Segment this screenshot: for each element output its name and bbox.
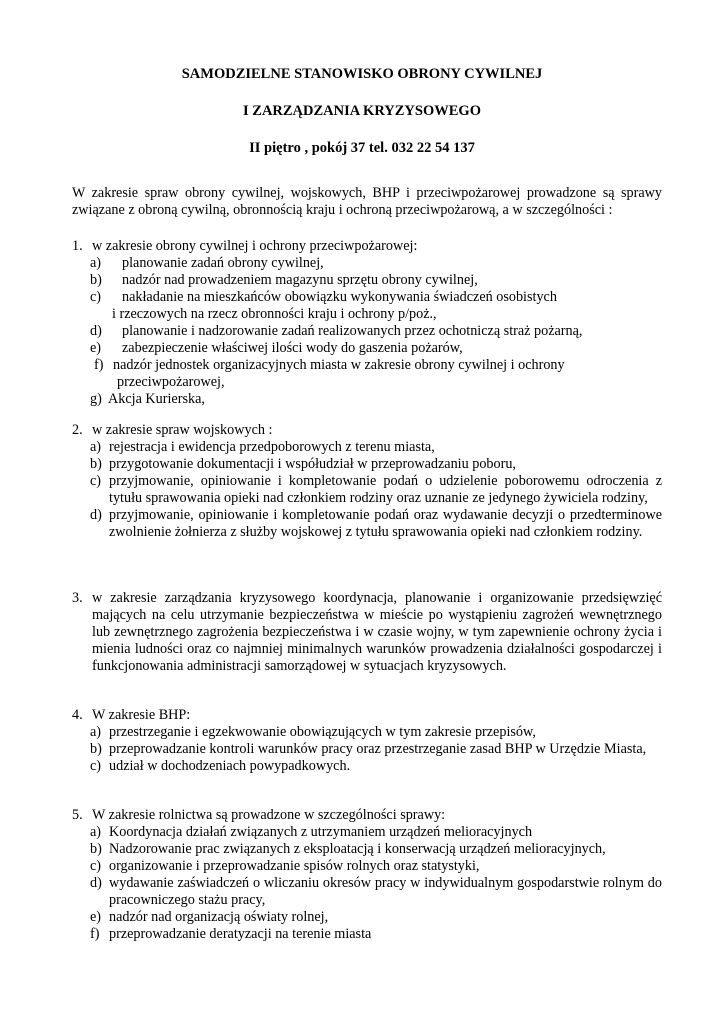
list-item (72, 391, 662, 408)
list-item (72, 289, 662, 323)
item-label: f) (90, 926, 100, 942)
item-text: rejestracja i ewidencja przedpoborowych z terenu miasta, (109, 439, 435, 455)
list-item (72, 909, 662, 926)
list-item (72, 340, 662, 357)
section-crisis-management (72, 590, 662, 675)
item-label: c) (90, 473, 102, 489)
item-text-continuation: przeciwpożarowej, (117, 374, 225, 390)
item-label: a) (90, 724, 102, 740)
item-label: e) (90, 909, 102, 925)
section-text: w zakresie zarządzania kryzysowego koordynacja, planowanie i organizowanie przedsięwzięć mających na celu utrzymanie bezpieczeństwa w mieście po wystąpieniu zagrożeń wewnętrznego lub zewnętrznego zagrożenia bezpieczeństwa i w czasie wojny, w tym zapewnienie ochrony życia i mienia ludności oraz co najmniej minimalnych warunków prowadzenia działalności gospodarczej i funkcjonowania administracji samorządowej w sytuacjach kryzysowych. (92, 590, 662, 674)
item-label: b) (90, 456, 102, 472)
item-label: c) (90, 289, 102, 305)
list-item (72, 858, 662, 875)
item-text: wydawanie zaświadczeń o wliczaniu okresów pracy w indywidualnym gospodarstwie rolnym do pracowniczego stażu pracy, (109, 875, 662, 908)
section-military (72, 422, 662, 541)
list-item (72, 841, 662, 858)
list-item (72, 473, 662, 507)
item-text: przeprowadzanie kontroli warunków pracy oraz przestrzeganie zasad BHP w Urzędzie Miasta, (109, 741, 647, 757)
item-text: nadzór nad prowadzeniem magazynu sprzętu obrony cywilnej, (122, 272, 478, 288)
section-number: 5. (72, 807, 83, 823)
section-title: w zakresie spraw wojskowych : (92, 422, 273, 438)
item-text: nakładanie na mieszkańców obowiązku wykonywania świadczeń osobistych (122, 289, 557, 305)
item-label: c) (90, 858, 102, 874)
item-label: b) (90, 841, 102, 857)
item-text-continuation: i rzeczowych na rzecz obronności kraju i ochrony p/poż., (112, 306, 437, 322)
list-item (72, 724, 662, 741)
item-label: g) (90, 391, 102, 407)
item-label: c) (90, 758, 102, 774)
section-number: 2. (72, 422, 83, 438)
section-civil-defense (72, 238, 662, 408)
item-label: a) (90, 824, 102, 840)
header-title: SAMODZIELNE STANOWISKO OBRONY CYWILNEJ (181, 66, 543, 82)
item-text: organizowanie i przeprowadzanie spisów rolnych oraz statystyki, (109, 858, 480, 874)
item-text: Koordynacja działań związanych z utrzymaniem urządzeń melioracyjnych (109, 824, 533, 840)
list-item (72, 926, 662, 943)
item-label: d) (90, 875, 102, 891)
header-subtitle: I ZARZĄDZANIA KRYZYSOWEGO (243, 103, 481, 119)
section-title: W zakresie BHP: (92, 707, 191, 723)
list-item (72, 272, 662, 289)
list-item (72, 875, 662, 909)
section-number: 3. (72, 590, 83, 606)
item-text: przygotowanie dokumentacji i współudział w przeprowadzaniu poboru, (109, 456, 516, 472)
item-label: e) (90, 340, 102, 356)
item-text: nadzór jednostek organizacyjnych miasta w zakresie obrony cywilnej i ochrony (113, 357, 565, 373)
item-label: a) (90, 439, 102, 455)
section-agriculture (72, 807, 662, 943)
list-item (72, 456, 662, 473)
item-text: przestrzeganie i egzekwowanie obowiązujących w tym zakresie przepisów, (109, 724, 536, 740)
item-text: zabezpieczenie właściwej ilości wody do gaszenia pożarów, (122, 340, 463, 356)
header-contact: II piętro , pokój 37 tel. 032 22 54 137 (249, 140, 475, 156)
item-text: Nadzorowanie prac związanych z eksploatacją i konserwacją urządzeń melioracyjnych, (109, 841, 606, 857)
list-item (72, 255, 662, 272)
item-label: b) (90, 741, 102, 757)
item-label: d) (90, 507, 102, 523)
item-label: a) (90, 255, 102, 271)
item-text: nadzór nad organizacją oświaty rolnej, (109, 909, 329, 925)
list-item (72, 357, 662, 391)
item-label: b) (90, 272, 102, 288)
intro-paragraph: W zakresie spraw obrony cywilnej, wojskowych, BHP i przeciwpożarowej prowadzone są sprawy związane z obroną cywilną, obronnością kraju i ochroną przeciwpożarową, a w szczególności : (72, 185, 662, 218)
item-label: f) (94, 357, 104, 373)
item-label: d) (90, 323, 102, 339)
item-text: przyjmowanie, opiniowanie i kompletowanie podań oraz wydawanie decyzji o przedterminowe zwolnienie żołnierza z służby wojskowej z tytułu sprawowania opieki nad członkiem rodziny. (109, 507, 662, 540)
list-item (72, 323, 662, 340)
section-bhp (72, 707, 662, 775)
section-title: w zakresie obrony cywilnej i ochrony przeciwpożarowej: (92, 238, 418, 254)
item-text: przyjmowanie, opiniowanie i kompletowanie podań o udzielenie poborowemu odroczenia z tytułu sprawowania opieki nad członkiem rodziny oraz uznanie ze jedynego żywiciela rodziny, (109, 473, 662, 506)
item-text: udział w dochodzeniach powypadkowych. (109, 758, 351, 774)
item-text: planowanie i nadzorowanie zadań realizowanych przez ochotniczą straż pożarną, (122, 323, 583, 339)
section-number: 4. (72, 707, 83, 723)
item-text: planowanie zadań obrony cywilnej, (122, 255, 324, 271)
item-text: Akcja Kurierska, (108, 391, 205, 407)
list-item (72, 741, 662, 758)
list-item (72, 758, 662, 775)
list-item (72, 439, 662, 456)
item-text: przeprowadzanie deratyzacji na terenie miasta (109, 926, 372, 942)
list-item (72, 824, 662, 841)
section-number: 1. (72, 238, 83, 254)
list-item (72, 507, 662, 541)
section-title: W zakresie rolnictwa są prowadzone w szczególności sprawy: (92, 807, 446, 823)
